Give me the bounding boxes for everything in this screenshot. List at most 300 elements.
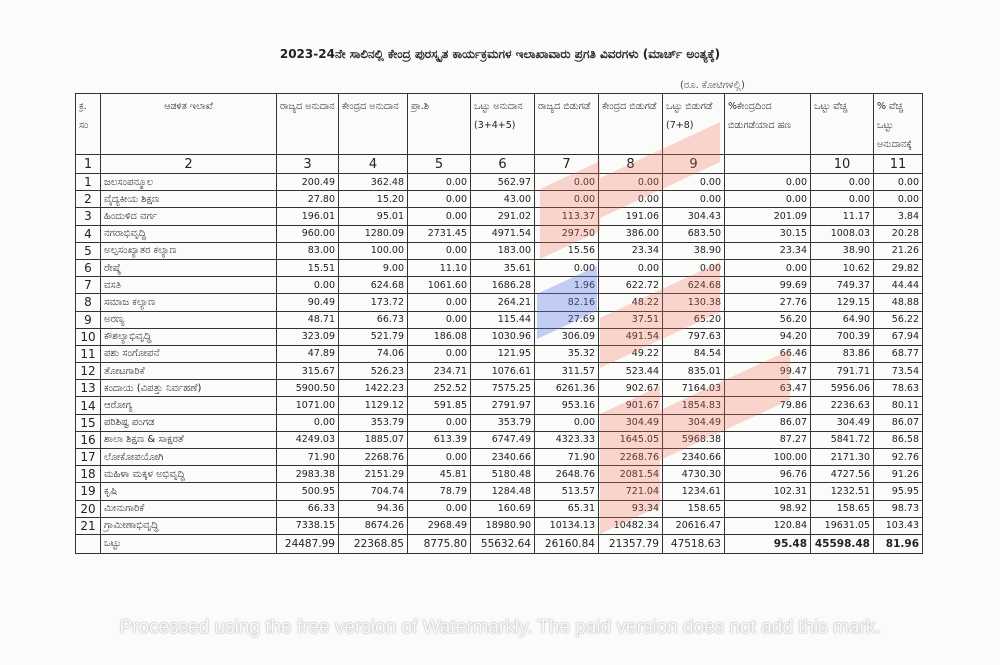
- value-cell: 63.47: [725, 380, 811, 397]
- value-cell: 749.37: [811, 277, 874, 294]
- column-header: ಪ್ರಾ.ಶಿ: [408, 94, 471, 155]
- column-number: 10: [811, 155, 874, 174]
- unit-note: (ರೂ. ಕೋಟಿಗಳಲ್ಲಿ): [680, 80, 745, 91]
- value-cell: 83.00: [277, 242, 339, 259]
- value-cell: 0.00: [663, 174, 725, 191]
- column-number: [725, 155, 811, 174]
- column-header: ರಾಜ್ಯದ ಬಿಡುಗಡೆ: [535, 94, 599, 155]
- value-cell: 5968.38: [663, 431, 725, 448]
- value-cell: 0.00: [277, 277, 339, 294]
- watermark-text: Processed using the free version of Watermarkly. The paid version does not add this mark.: [119, 617, 881, 638]
- value-cell: 0.00: [725, 259, 811, 276]
- value-cell: 0.00: [408, 311, 471, 328]
- value-cell: 27.69: [535, 311, 599, 328]
- value-cell: 0.00: [663, 191, 725, 208]
- value-cell: 315.67: [277, 363, 339, 380]
- value-cell: 311.57: [535, 363, 599, 380]
- value-cell: 2151.29: [339, 466, 408, 483]
- value-cell: 11.17: [811, 208, 874, 225]
- value-cell: 2268.76: [599, 449, 663, 466]
- value-cell: 158.65: [663, 500, 725, 517]
- value-cell: 66.73: [339, 311, 408, 328]
- table-row: [76, 225, 923, 242]
- department-name: ಪರಿಶಿಷ್ಟ ಪಂಗಡ: [101, 414, 277, 431]
- table-row: [76, 414, 923, 431]
- value-cell: 65.20: [663, 311, 725, 328]
- table-row: [76, 277, 923, 294]
- value-cell: 48.88: [874, 294, 923, 311]
- value-cell: 1.96: [535, 277, 599, 294]
- value-cell: 84.54: [663, 345, 725, 362]
- department-name: ಲೋಕೋಪಯೋಗಿ: [101, 449, 277, 466]
- value-cell: 79.86: [725, 397, 811, 414]
- column-header: ಕೇಂದ್ರದ ಅನುದಾನ: [339, 94, 408, 155]
- column-number: 1: [76, 155, 101, 174]
- value-cell: 0.00: [408, 414, 471, 431]
- value-cell: 523.44: [599, 363, 663, 380]
- value-cell: 9.00: [339, 259, 408, 276]
- value-cell: 78.63: [874, 380, 923, 397]
- value-cell: 38.90: [663, 242, 725, 259]
- serial-number: 3: [76, 208, 101, 225]
- value-cell: 10134.13: [535, 517, 599, 534]
- value-cell: 304.49: [811, 414, 874, 431]
- value-cell: 291.02: [471, 208, 535, 225]
- value-cell: 92.76: [874, 449, 923, 466]
- value-cell: 27.80: [277, 191, 339, 208]
- value-cell: 95.95: [874, 483, 923, 500]
- value-cell: 26160.84: [535, 534, 599, 553]
- serial-number: 12: [76, 363, 101, 380]
- value-cell: 91.26: [874, 466, 923, 483]
- value-cell: 4249.03: [277, 431, 339, 448]
- value-cell: 20616.47: [663, 517, 725, 534]
- value-cell: 1645.05: [599, 431, 663, 448]
- department-name: ಮಹಿಳಾ ಮಕ್ಕಳ ಅಭಿವೃದ್ಧಿ: [101, 466, 277, 483]
- table-row: [76, 363, 923, 380]
- column-header: % ವೆಚ್ಚ ಒಟ್ಟು ಅನುದಾನಕ್ಕೆ: [874, 94, 923, 155]
- serial-number: 11: [76, 345, 101, 362]
- value-cell: 0.00: [599, 191, 663, 208]
- value-cell: 81.96: [874, 534, 923, 553]
- value-cell: 2968.49: [408, 517, 471, 534]
- value-cell: 21.26: [874, 242, 923, 259]
- value-cell: 0.00: [663, 259, 725, 276]
- value-cell: 158.65: [811, 500, 874, 517]
- value-cell: 5956.06: [811, 380, 874, 397]
- value-cell: 5841.72: [811, 431, 874, 448]
- value-cell: 10.62: [811, 259, 874, 276]
- value-cell: 960.00: [277, 225, 339, 242]
- value-cell: 297.50: [535, 225, 599, 242]
- total-row: [76, 534, 923, 553]
- value-cell: 100.00: [339, 242, 408, 259]
- table-row: [76, 191, 923, 208]
- value-cell: 19631.05: [811, 517, 874, 534]
- value-cell: 0.00: [408, 208, 471, 225]
- column-header: ಒಟ್ಟು ವೆಚ್ಚ: [811, 94, 874, 155]
- value-cell: 83.86: [811, 345, 874, 362]
- value-cell: 0.00: [408, 345, 471, 362]
- value-cell: 901.67: [599, 397, 663, 414]
- serial-number: 9: [76, 311, 101, 328]
- value-cell: 47.89: [277, 345, 339, 362]
- value-cell: 2340.66: [663, 449, 725, 466]
- department-name: ಕಂದಾಯ (ವಿಪತ್ತು ನಿರ್ವಹಣೆ): [101, 380, 277, 397]
- serial-number: 2: [76, 191, 101, 208]
- value-cell: 27.76: [725, 294, 811, 311]
- department-name: ಕೃಷಿ: [101, 483, 277, 500]
- value-cell: 201.09: [725, 208, 811, 225]
- department-name: ವಸತಿ: [101, 277, 277, 294]
- serial-number: 6: [76, 259, 101, 276]
- value-cell: 1284.48: [471, 483, 535, 500]
- value-cell: 186.08: [408, 328, 471, 345]
- value-cell: 20.28: [874, 225, 923, 242]
- serial-number: 10: [76, 328, 101, 345]
- value-cell: 80.11: [874, 397, 923, 414]
- value-cell: 22368.85: [339, 534, 408, 553]
- column-header: ಒಟ್ಟು ಅನುದಾನ (3+4+5): [471, 94, 535, 155]
- value-cell: 45598.48: [811, 534, 874, 553]
- value-cell: 38.90: [811, 242, 874, 259]
- column-number: 9: [663, 155, 725, 174]
- value-cell: 68.77: [874, 345, 923, 362]
- value-cell: 8775.80: [408, 534, 471, 553]
- value-cell: 4730.30: [663, 466, 725, 483]
- value-cell: 264.21: [471, 294, 535, 311]
- department-name: ತೋಟಗಾರಿಕೆ: [101, 363, 277, 380]
- value-cell: 96.76: [725, 466, 811, 483]
- serial-number: 17: [76, 449, 101, 466]
- value-cell: 2731.45: [408, 225, 471, 242]
- document-title: 2023-24ನೇ ಸಾಲಿನಲ್ಲಿ ಕೇಂದ್ರ ಪುರಸ್ಕೃತ ಕಾರ್ಯಕ್ರಮಗಳ ಇಲಾಖಾವಾರು ಪ್ರಗತಿ ವಿವರಗಳು (ಮಾರ್ಚ್ ಅಂತ್ಯಕ್ಕೆ): [279, 47, 721, 61]
- value-cell: 29.82: [874, 259, 923, 276]
- value-cell: 0.00: [725, 191, 811, 208]
- value-cell: 183.00: [471, 242, 535, 259]
- value-cell: 353.79: [339, 414, 408, 431]
- serial-number: 1: [76, 174, 101, 191]
- serial-number: 4: [76, 225, 101, 242]
- value-cell: 30.15: [725, 225, 811, 242]
- table-row: [76, 259, 923, 276]
- value-cell: 0.00: [408, 449, 471, 466]
- value-cell: 362.48: [339, 174, 408, 191]
- value-cell: 94.36: [339, 500, 408, 517]
- value-cell: 721.04: [599, 483, 663, 500]
- value-cell: 191.06: [599, 208, 663, 225]
- value-cell: 74.06: [339, 345, 408, 362]
- table-row: [76, 500, 923, 517]
- serial-number: 19: [76, 483, 101, 500]
- value-cell: 23.34: [725, 242, 811, 259]
- value-cell: 200.49: [277, 174, 339, 191]
- serial-number: 7: [76, 277, 101, 294]
- value-cell: 2171.30: [811, 449, 874, 466]
- value-cell: 700.39: [811, 328, 874, 345]
- value-cell: 15.51: [277, 259, 339, 276]
- value-cell: 624.68: [339, 277, 408, 294]
- value-cell: 304.49: [599, 414, 663, 431]
- value-cell: 98.92: [725, 500, 811, 517]
- value-cell: 48.71: [277, 311, 339, 328]
- table-row: [76, 431, 923, 448]
- value-cell: 7338.15: [277, 517, 339, 534]
- value-cell: 23.34: [599, 242, 663, 259]
- department-name: ಪಶು ಸಂಗೋಪನೆ: [101, 345, 277, 362]
- serial-number: 16: [76, 431, 101, 448]
- value-cell: 103.43: [874, 517, 923, 534]
- value-cell: 797.63: [663, 328, 725, 345]
- value-cell: 1071.00: [277, 397, 339, 414]
- table-row: [76, 483, 923, 500]
- value-cell: 73.54: [874, 363, 923, 380]
- table-row: [76, 449, 923, 466]
- value-cell: 2340.66: [471, 449, 535, 466]
- value-cell: 95.48: [725, 534, 811, 553]
- value-cell: 86.07: [725, 414, 811, 431]
- value-cell: 2236.63: [811, 397, 874, 414]
- value-cell: 2268.76: [339, 449, 408, 466]
- value-cell: 4971.54: [471, 225, 535, 242]
- value-cell: 45.81: [408, 466, 471, 483]
- table-row: [76, 242, 923, 259]
- value-cell: 0.00: [535, 259, 599, 276]
- value-cell: 1234.61: [663, 483, 725, 500]
- value-cell: 7575.25: [471, 380, 535, 397]
- value-cell: 683.50: [663, 225, 725, 242]
- table-row: [76, 517, 923, 534]
- department-name: ವೈದ್ಯಕೀಯ ಶಿಕ್ಷಣ: [101, 191, 277, 208]
- value-cell: 2081.54: [599, 466, 663, 483]
- value-cell: 1686.28: [471, 277, 535, 294]
- value-cell: 24487.99: [277, 534, 339, 553]
- column-number: 5: [408, 155, 471, 174]
- column-header: ಆಡಳಿತ ಇಲಾಖೆ: [101, 94, 277, 155]
- value-cell: 2791.97: [471, 397, 535, 414]
- value-cell: 624.68: [663, 277, 725, 294]
- value-cell: 56.20: [725, 311, 811, 328]
- value-cell: 323.09: [277, 328, 339, 345]
- value-cell: 15.56: [535, 242, 599, 259]
- value-cell: 521.79: [339, 328, 408, 345]
- column-header: ಕ್ರ. ಸಂ: [76, 94, 101, 155]
- value-cell: 21357.79: [599, 534, 663, 553]
- value-cell: 306.09: [535, 328, 599, 345]
- value-cell: 0.00: [408, 242, 471, 259]
- value-cell: 5180.48: [471, 466, 535, 483]
- department-name: ಜಲಸಂಪನ್ಮೂಲ: [101, 174, 277, 191]
- table-row: [76, 397, 923, 414]
- column-number: 7: [535, 155, 599, 174]
- value-cell: 15.20: [339, 191, 408, 208]
- value-cell: 99.69: [725, 277, 811, 294]
- value-cell: 0.00: [599, 259, 663, 276]
- department-name: ಆರೋಗ್ಯ: [101, 397, 277, 414]
- column-number: 3: [277, 155, 339, 174]
- value-cell: 526.23: [339, 363, 408, 380]
- serial-number: 21: [76, 517, 101, 534]
- value-cell: 173.72: [339, 294, 408, 311]
- value-cell: 10482.34: [599, 517, 663, 534]
- value-cell: 0.00: [408, 294, 471, 311]
- value-cell: 0.00: [408, 500, 471, 517]
- value-cell: 6261.36: [535, 380, 599, 397]
- column-number: 6: [471, 155, 535, 174]
- value-cell: 67.94: [874, 328, 923, 345]
- column-number: 2: [101, 155, 277, 174]
- table-row: [76, 328, 923, 345]
- column-number: 11: [874, 155, 923, 174]
- department-name: ಸಮಾಜ ಕಲ್ಯಾಣ: [101, 294, 277, 311]
- table-row: [76, 294, 923, 311]
- header-row: [76, 94, 923, 155]
- value-cell: 86.07: [874, 414, 923, 431]
- value-cell: 5900.50: [277, 380, 339, 397]
- table-row: [76, 174, 923, 191]
- value-cell: 35.32: [535, 345, 599, 362]
- value-cell: 2983.38: [277, 466, 339, 483]
- value-cell: 902.67: [599, 380, 663, 397]
- column-number: 8: [599, 155, 663, 174]
- value-cell: 196.01: [277, 208, 339, 225]
- value-cell: 1232.51: [811, 483, 874, 500]
- serial-number: 13: [76, 380, 101, 397]
- value-cell: 1280.09: [339, 225, 408, 242]
- value-cell: 1129.12: [339, 397, 408, 414]
- table-row: [76, 345, 923, 362]
- value-cell: 93.34: [599, 500, 663, 517]
- value-cell: 234.71: [408, 363, 471, 380]
- column-number-row: [76, 155, 923, 174]
- value-cell: 613.39: [408, 431, 471, 448]
- value-cell: 90.49: [277, 294, 339, 311]
- column-header: ಒಟ್ಟು ಬಿಡುಗಡೆ (7+8): [663, 94, 725, 155]
- value-cell: 100.00: [725, 449, 811, 466]
- department-name: ಶಾಲಾ ಶಿಕ್ಷಣ & ಸಾಕ್ಷರತೆ: [101, 431, 277, 448]
- value-cell: 622.72: [599, 277, 663, 294]
- progress-table: [75, 93, 923, 554]
- value-cell: 1422.23: [339, 380, 408, 397]
- value-cell: 386.00: [599, 225, 663, 242]
- value-cell: 18980.90: [471, 517, 535, 534]
- value-cell: 0.00: [725, 174, 811, 191]
- table-row: [76, 466, 923, 483]
- value-cell: 0.00: [408, 174, 471, 191]
- value-cell: 0.00: [535, 191, 599, 208]
- department-name: ಮೀನುಗಾರಿಕೆ: [101, 500, 277, 517]
- table-row: [76, 311, 923, 328]
- value-cell: 1030.96: [471, 328, 535, 345]
- value-cell: 82.16: [535, 294, 599, 311]
- value-cell: 71.90: [535, 449, 599, 466]
- department-name: ರೇಷ್ಮೆ: [101, 259, 277, 276]
- value-cell: 4323.33: [535, 431, 599, 448]
- value-cell: 11.10: [408, 259, 471, 276]
- value-cell: 115.44: [471, 311, 535, 328]
- department-name: ಹಿಂದುಳಿದ ವರ್ಗ: [101, 208, 277, 225]
- value-cell: 304.43: [663, 208, 725, 225]
- value-cell: 120.84: [725, 517, 811, 534]
- value-cell: 35.61: [471, 259, 535, 276]
- value-cell: 353.79: [471, 414, 535, 431]
- department-name: ಅಲ್ಪಸಂಖ್ಯಾತರ ಕಲ್ಯಾಣ: [101, 242, 277, 259]
- value-cell: 0.00: [811, 174, 874, 191]
- value-cell: 7164.03: [663, 380, 725, 397]
- value-cell: 44.44: [874, 277, 923, 294]
- value-cell: 8674.26: [339, 517, 408, 534]
- value-cell: 98.73: [874, 500, 923, 517]
- value-cell: 791.71: [811, 363, 874, 380]
- value-cell: 1008.03: [811, 225, 874, 242]
- serial-number: 5: [76, 242, 101, 259]
- value-cell: 3.84: [874, 208, 923, 225]
- serial-number: 18: [76, 466, 101, 483]
- value-cell: 71.90: [277, 449, 339, 466]
- value-cell: 0.00: [535, 414, 599, 431]
- value-cell: 304.49: [663, 414, 725, 431]
- department-name: ಕೌಶಲ್ಯಾಭಿವೃದ್ಧಿ: [101, 328, 277, 345]
- serial-number: [76, 534, 101, 553]
- column-header: ಕೇಂದ್ರದ ಬಿಡುಗಡೆ: [599, 94, 663, 155]
- value-cell: 55632.64: [471, 534, 535, 553]
- value-cell: 49.22: [599, 345, 663, 362]
- value-cell: 1061.60: [408, 277, 471, 294]
- value-cell: 121.95: [471, 345, 535, 362]
- value-cell: 65.31: [535, 500, 599, 517]
- serial-number: 8: [76, 294, 101, 311]
- value-cell: 66.46: [725, 345, 811, 362]
- table-row: [76, 380, 923, 397]
- value-cell: 0.00: [599, 174, 663, 191]
- value-cell: 0.00: [408, 191, 471, 208]
- value-cell: 252.52: [408, 380, 471, 397]
- value-cell: 562.97: [471, 174, 535, 191]
- value-cell: 113.37: [535, 208, 599, 225]
- value-cell: 835.01: [663, 363, 725, 380]
- column-number: 4: [339, 155, 408, 174]
- value-cell: 953.16: [535, 397, 599, 414]
- value-cell: 0.00: [874, 174, 923, 191]
- value-cell: 0.00: [874, 191, 923, 208]
- value-cell: 99.47: [725, 363, 811, 380]
- value-cell: 591.85: [408, 397, 471, 414]
- value-cell: 87.27: [725, 431, 811, 448]
- value-cell: 94.20: [725, 328, 811, 345]
- value-cell: 56.22: [874, 311, 923, 328]
- value-cell: 0.00: [277, 414, 339, 431]
- department-name: ಅರಣ್ಯ: [101, 311, 277, 328]
- value-cell: 64.90: [811, 311, 874, 328]
- value-cell: 513.57: [535, 483, 599, 500]
- serial-number: 14: [76, 397, 101, 414]
- value-cell: 95.01: [339, 208, 408, 225]
- value-cell: 160.69: [471, 500, 535, 517]
- column-header: ರಾಜ್ಯದ ಅನುದಾನ: [277, 94, 339, 155]
- value-cell: 37.51: [599, 311, 663, 328]
- value-cell: 86.58: [874, 431, 923, 448]
- department-name: ಒಟ್ಟು: [101, 534, 277, 553]
- value-cell: 704.74: [339, 483, 408, 500]
- value-cell: 130.38: [663, 294, 725, 311]
- value-cell: 47518.63: [663, 534, 725, 553]
- value-cell: 6747.49: [471, 431, 535, 448]
- value-cell: 4727.56: [811, 466, 874, 483]
- value-cell: 0.00: [535, 174, 599, 191]
- column-header: %ಕೇಂದ್ರದಿಂದ ಬಿಡುಗಡೆಯಾದ ಹಣ: [725, 94, 811, 155]
- table-row: [76, 208, 923, 225]
- value-cell: 102.31: [725, 483, 811, 500]
